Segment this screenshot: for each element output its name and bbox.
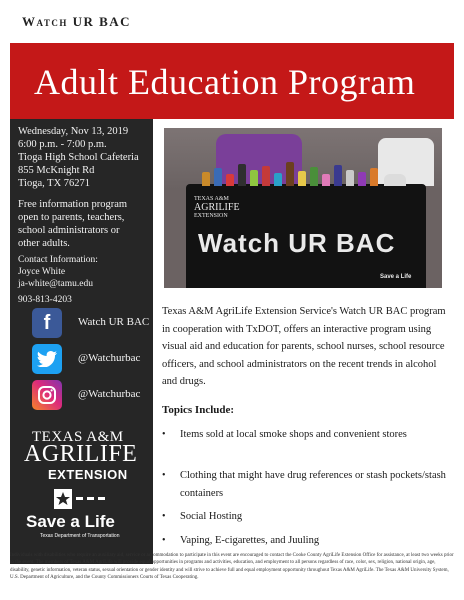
- photo-table: [186, 184, 426, 288]
- page-title: Adult Education Program: [34, 62, 416, 102]
- program-description: Texas A&M AgriLife Extension Service's Watch UR BAC program in cooperation with TxDOT, offers an interactive program using visual aid and education for parents, school nurses, school resource officers, and school administrators on the recent trends in alcohol and drugs.: [162, 306, 446, 387]
- star-icon: [54, 489, 106, 509]
- free-info-line: other adults.: [18, 238, 70, 249]
- bullet-icon: •: [162, 511, 166, 522]
- table-logo-line: EXTENSION: [194, 213, 228, 219]
- topic-text: Social Hosting: [180, 511, 243, 522]
- photo-display-item: [202, 172, 210, 186]
- contact-name: Joyce White: [18, 267, 66, 277]
- photo-display-item: [358, 172, 366, 186]
- title-banner: [10, 43, 454, 119]
- save-a-life-name: Save a Life: [26, 512, 115, 531]
- photo-display-item: [286, 162, 294, 186]
- contact-phone: 903-813-4203: [18, 295, 72, 305]
- table-corner-text: Save a Life: [380, 274, 412, 280]
- free-info-line: Free information program: [18, 199, 128, 210]
- photo-display-item: [346, 170, 354, 186]
- photo-display-item: [298, 171, 306, 186]
- header-label: Watch UR BAC: [22, 14, 132, 29]
- bullet-icon: •: [162, 429, 166, 440]
- topic-text: Clothing that might have drug references or stash pockets/stash containers: [180, 470, 446, 499]
- bullet-icon: •: [162, 470, 166, 481]
- table-logo: [194, 196, 240, 220]
- contact-heading: Contact Information:: [18, 255, 98, 265]
- photo-display-item: [274, 173, 282, 186]
- table-logo-line: AGRILIFE: [194, 202, 240, 213]
- event-city: Tioga, TX 76271: [18, 178, 91, 189]
- photo-display-item: [262, 166, 270, 186]
- free-info-line: open to parents, teachers,: [18, 212, 125, 223]
- save-a-life-tagline: Texas Department of Transportation: [40, 533, 120, 539]
- twitter-label[interactable]: @Watchurbac: [78, 352, 141, 364]
- contact-email[interactable]: ja-white@tamu.edu: [18, 279, 93, 289]
- photo-display-item: [370, 168, 378, 186]
- agrilife-logo-line: AGRILIFE: [24, 441, 138, 467]
- instagram-icon[interactable]: [32, 380, 62, 410]
- agrilife-logo-line: EXTENSION: [48, 467, 128, 482]
- event-photo: [164, 128, 442, 288]
- instagram-label[interactable]: @Watchurbac: [78, 388, 141, 400]
- agrilife-logo-line: TEXAS A&M: [32, 429, 124, 445]
- photo-display-item: [214, 168, 222, 186]
- photo-display-item: [334, 165, 342, 186]
- photo-display-item: [310, 167, 318, 186]
- photo-display-item: [384, 174, 406, 186]
- photo-display-item: [238, 164, 246, 186]
- info-sidebar: [10, 119, 153, 564]
- event-time: 6:00 p.m. - 7:00 p.m.: [18, 139, 107, 150]
- photo-display-item: [250, 170, 258, 186]
- twitter-icon[interactable]: [32, 344, 62, 374]
- topic-text: Vaping, E-cigarettes, and Juuling: [180, 535, 320, 546]
- bullet-icon: •: [162, 535, 166, 546]
- topic-text: Items sold at local smoke shops and convenient stores: [180, 429, 407, 440]
- free-info-line: school administrators or: [18, 225, 120, 236]
- topics-heading: Topics Include:: [162, 404, 235, 416]
- photo-display-item: [226, 174, 234, 186]
- event-street: 855 McKnight Rd: [18, 165, 95, 176]
- legal-footer: Individuals with disabilities who require an auxiliary aid, service or accommodation to participate in this event are encouraged to contact the Cooke County AgriLife Extension Office for assistance, at least two weeks prior to the event. The members of Texas A&M AgriLife will provide equal opportunities in programs and activities, education, and employment to all persons regardless of race, color, sex, religion, national origin, age, disability, genetic information, veteran status, sexual orientation or gender identity and will strive to achieve full and equal employment opportunity throughout Texas A&M AgriLife. The Texas A&M University System, U.S. Department of Agriculture, and the County Commissioners Courts of Texas Cooperating.: [10, 553, 454, 581]
- facebook-label[interactable]: Watch UR BAC: [78, 316, 150, 328]
- facebook-icon[interactable]: f: [32, 308, 62, 338]
- table-cloth-text: Watch UR BAC: [198, 228, 396, 258]
- photo-display-item: [322, 174, 330, 186]
- event-venue: Tioga High School Cafeteria: [18, 152, 139, 163]
- event-date: Wednesday, Nov 13, 2019: [18, 126, 129, 137]
- table-logo-line: TEXAS A&M: [194, 196, 229, 202]
